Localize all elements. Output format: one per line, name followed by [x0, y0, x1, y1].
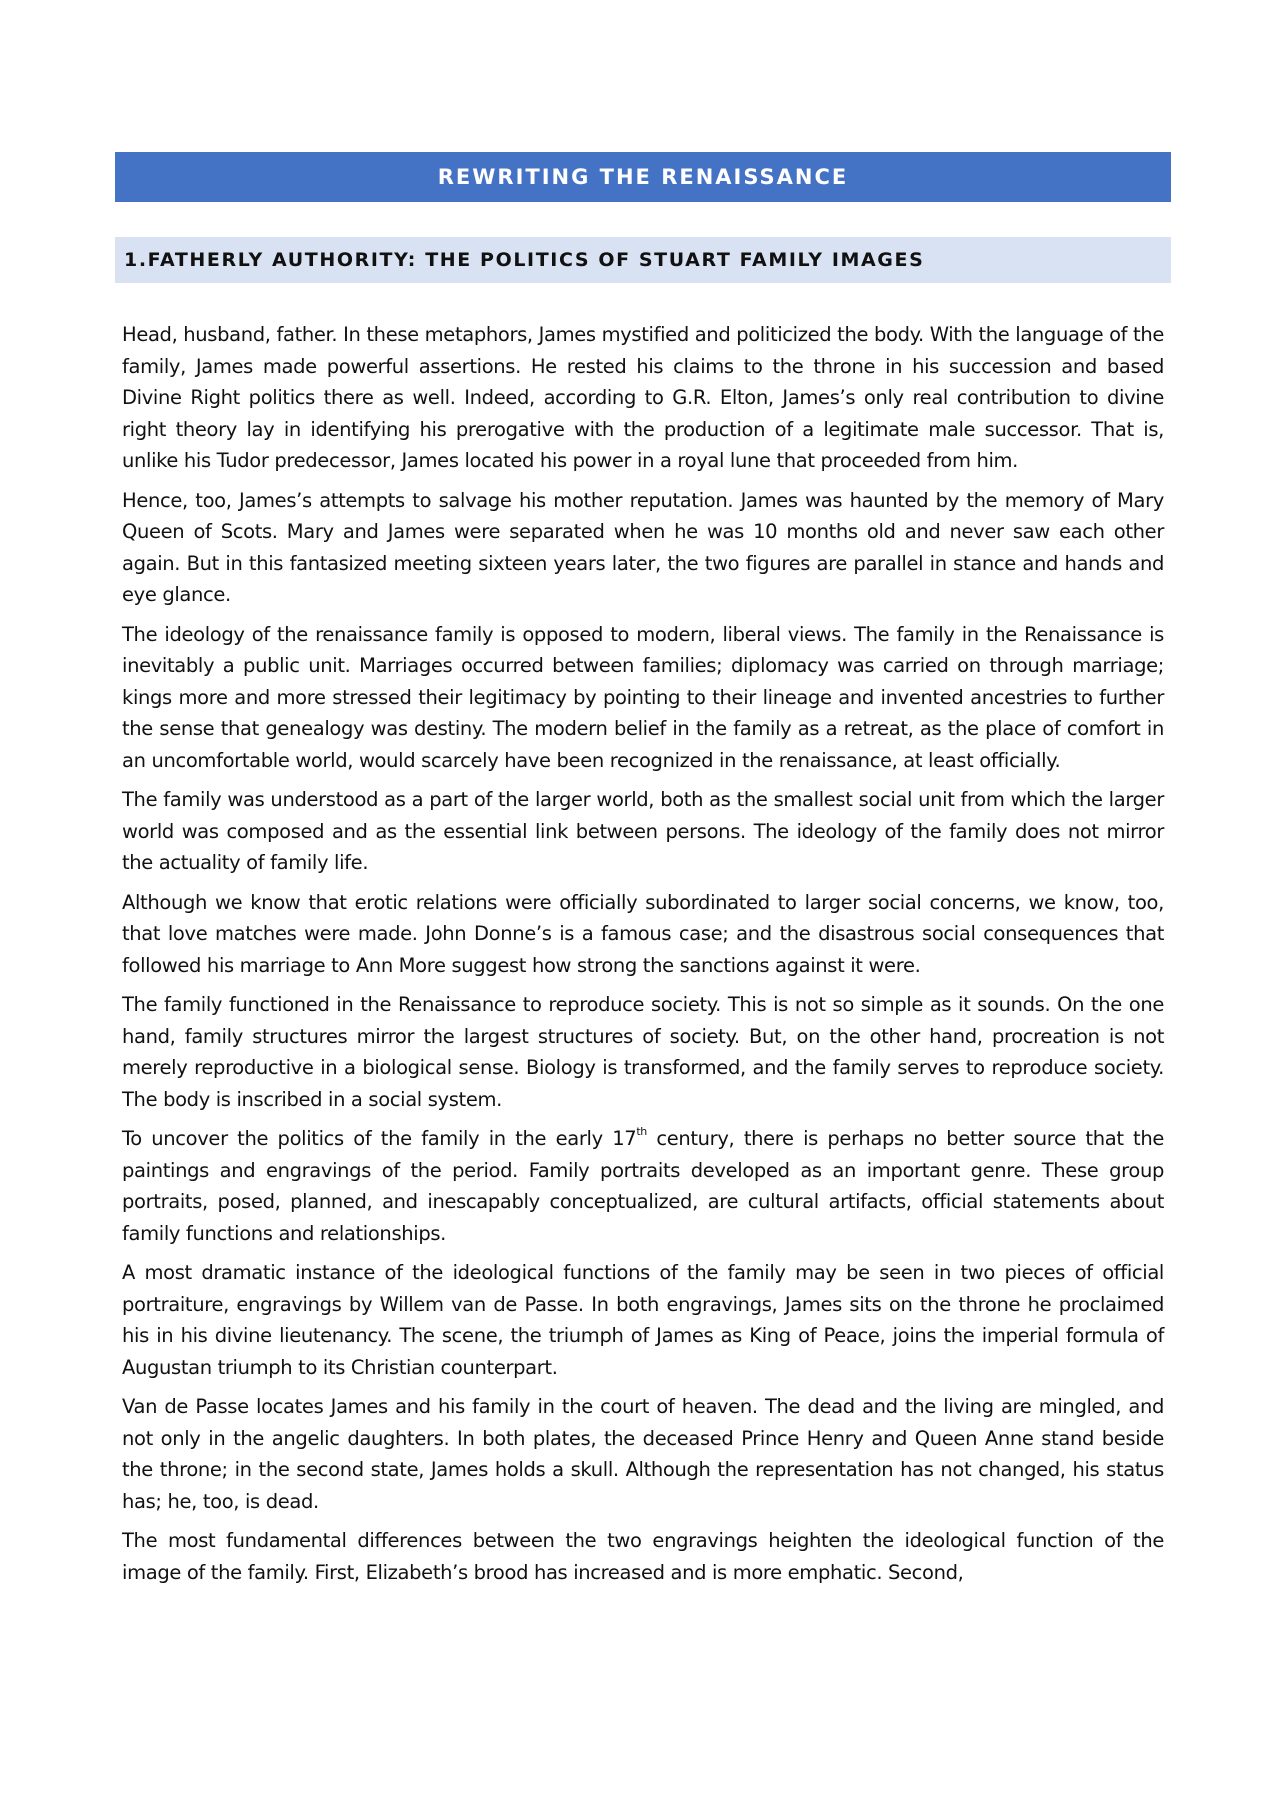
superscript: th	[636, 1124, 647, 1138]
paragraph-text: To uncover the politics of the family in the early 17	[122, 1127, 637, 1150]
paragraph: Van de Passe locates James and his family in the court of heaven. The dead and the living are mingled, and not only in the angelic daughters. In both plates, the deceased Prince Henry and Queen Anne stand beside the throne; in the second state, James holds a skull. Although the representation has not changed, his status has; he, too, is dead.	[122, 1395, 1164, 1513]
document-title: REWRITING THE RENAISSANCE	[437, 165, 849, 189]
paragraph: The ideology of the renaissance family is opposed to modern, liberal views. The family in the Renaissance is inevitably a public unit. Marriages occurred between families; diplomacy was carried on through marriage; kings more and more stressed their legitimacy by pointing to their lineage and invented ancestries to further the sense that genealogy was destiny. The modern belief in the family as a retreat, as the place of comfort in an uncomfortable world, would scarcely have been recognized in the renaissance, at least officially.	[122, 622, 1164, 772]
body-text	[122, 319, 1164, 1596]
paragraph-text: century, there is perhaps no better source that the paintings and engravings of the period. Family portraits developed as an important genre. These group portraits, posed, planned, and inescapably conceptualized, are cultural artifacts, official statements about family functions and relationships.	[122, 1127, 1164, 1245]
section-banner	[115, 237, 1171, 283]
paragraph: The most fundamental differences between the two engravings heighten the ideological function of the image of the family. First, Elizabeth’s brood has increased and is more emphatic. Second,	[122, 1529, 1164, 1584]
paragraph: A most dramatic instance of the ideological functions of the family may be seen in two pieces of official portraiture, engravings by Willem van de Passe. In both engravings, James sits on the throne he proclaimed his in his divine lieutenancy. The scene, the triumph of James as King of Peace, joins the imperial formula of Augustan triumph to its Christian counterpart.	[122, 1261, 1164, 1379]
paragraph: The family functioned in the Renaissance to reproduce society. This is not so simple as it sounds. On the one hand, family structures mirror the largest structures of society. But, on the other hand, procreation is not merely reproductive in a biological sense. Biology is transformed, and the family serves to reproduce society. The body is inscribed in a social system.	[122, 993, 1164, 1111]
paragraph: Although we know that erotic relations were officially subordinated to larger social concerns, we know, too, that love matches were made. John Donne’s is a famous case; and the disastrous social consequences that followed his marriage to Ann More suggest how strong the sanctions against it were.	[122, 890, 1164, 977]
paragraph: The family was understood as a part of the larger world, both as the smallest social unit from which the larger world was composed and as the essential link between persons. The ideology of the family does not mirror the actuality of family life.	[122, 788, 1164, 874]
paragraph: Hence, too, James’s attempts to salvage his mother reputation. James was haunted by the memory of Mary Queen of Scots. Mary and James were separated when he was 10 months old and never saw each other again. But in this fantasized meeting sixteen years later, the two figures are parallel in stance and hands and eye glance.	[122, 488, 1164, 606]
title-banner	[115, 152, 1171, 202]
paragraph: Head, husband, father. In these metaphors, James mystified and politicized the body. With the language of the family, James made powerful assertions. He rested his claims to the throne in his succession and based Divine Right politics there as well. Indeed, according to G.R. Elton, James’s only real contribution to divine right theory lay in identifying his prerogative with the production of a legitimate male successor. That is, unlike his Tudor predecessor, James located his power in a royal lune that proceeded from him.	[122, 323, 1164, 472]
paragraph-17th-century	[122, 1123, 1164, 1249]
section-heading: 1.FATHERLY AUTHORITY: THE POLITICS OF STUART FAMILY IMAGES	[124, 249, 925, 271]
